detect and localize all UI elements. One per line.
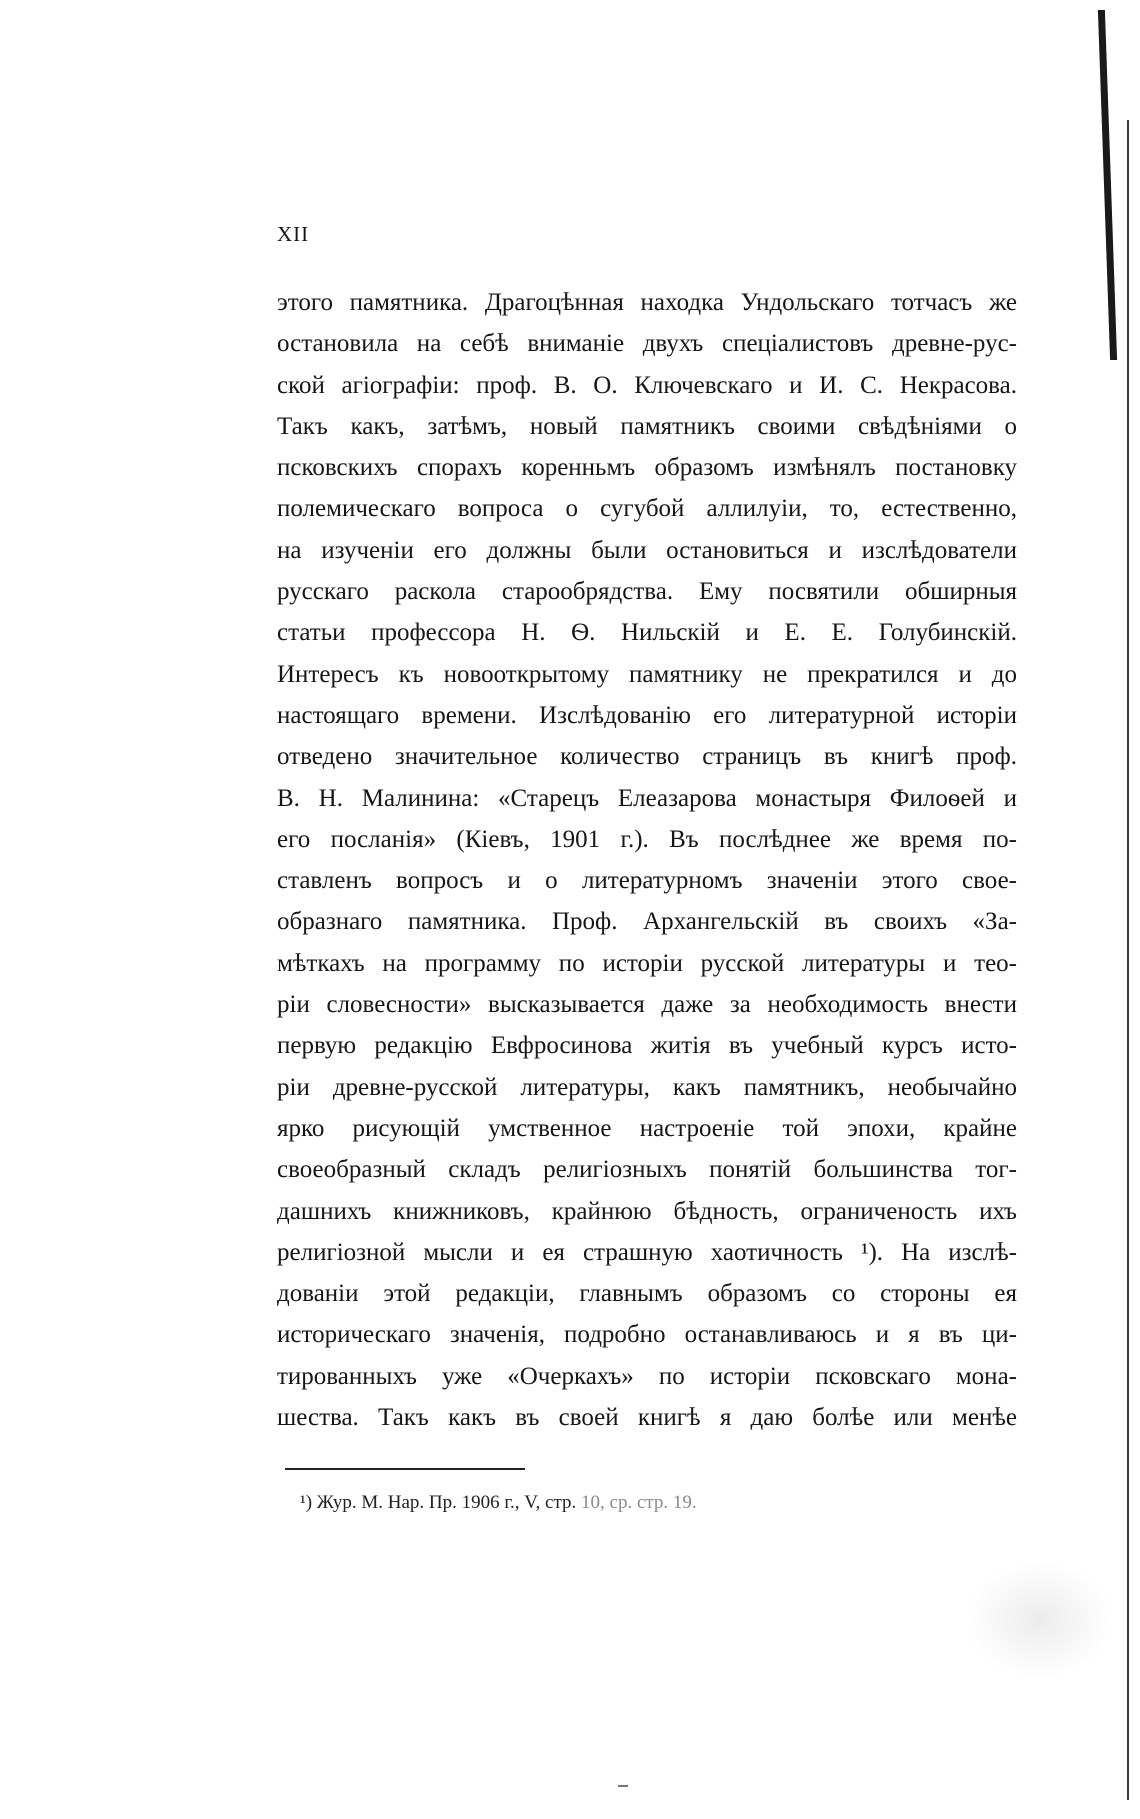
page-edge-line: [1127, 120, 1129, 1800]
text-line: отведено значительное количество страницъ въ книгѣ проф.: [277, 743, 1017, 771]
text-line: В. Н. Малинина: «Старецъ Елеазарова монастыря Филоѳей и: [277, 784, 1017, 812]
text-line: псковскихъ спорахъ коренньмъ образомъ измѣнялъ постановку: [277, 454, 1017, 482]
footnote-divider: [285, 1468, 525, 1470]
page-number: XII: [277, 222, 310, 246]
footnote-text-faded: 10, ср. стр. 19.: [581, 1492, 697, 1513]
footnote-text: ¹) Жур. М. Нар. Пр. 1906 г., V, стр.: [300, 1492, 582, 1513]
text-line: дашнихъ книжниковъ, крайнюю бѣдность, ограниченость ихъ: [277, 1197, 1017, 1225]
text-line: ріи словесности» высказывается даже за необходимость внести: [277, 991, 1017, 1019]
text-line: ріи древне-русской литературы, какъ памятникъ, необычайно: [277, 1073, 1017, 1101]
text-line: мѣткахъ на программу по исторіи русской литературы и тео-: [277, 949, 1017, 977]
text-line: тированныхъ уже «Очеркахъ» по исторіи псковскаго мона-: [277, 1362, 1017, 1390]
text-line: Интересъ къ новооткрытому памятнику не прекратился и до: [277, 660, 1017, 688]
text-line: на изученіи его должны были остановиться и изслѣдователи: [277, 536, 1017, 564]
text-line: своеобразный складъ религіозныхъ понятій большинства тог-: [277, 1156, 1017, 1184]
body-text: [277, 282, 1017, 1438]
scan-smudge: [965, 1560, 1115, 1680]
text-line: дованіи этой редакціи, главнымъ образомъ со стороны ея: [277, 1280, 1017, 1308]
text-line: образнаго памятника. Проф. Архангельскій въ своихъ «За-: [277, 908, 1017, 936]
text-line: его посланія» (Кіевъ, 1901 г.). Въ послѣднее же время по-: [277, 825, 1017, 853]
text-line: первую редакцію Евфросинова житія въ учебный курсъ исто-: [277, 1032, 1017, 1060]
text-line: Такъ какъ, затѣмъ, новый памятникъ своими свѣдѣніями о: [277, 412, 1017, 440]
text-line: ской агіографіи: проф. В. О. Ключевскаго и И. С. Некрасова.: [277, 371, 1017, 399]
text-line: остановила на себѣ вниманіе двухъ спеціалистовъ древне-рус-: [277, 330, 1017, 358]
text-line: настоящаго времени. Изслѣдованію его литературной исторіи: [277, 701, 1017, 729]
text-line: полемическаго вопроса о сугубой аллилуіи, то, естественно,: [277, 495, 1017, 523]
text-line: шества. Такъ какъ въ своей книгѣ я даю болѣе или менѣе: [277, 1404, 1017, 1432]
scan-mark: [618, 1785, 628, 1787]
text-line: статьи профессора Н. Ѳ. Нильскій и Е. Е. Голубинскій.: [277, 619, 1017, 647]
text-line: религіозной мысли и ея страшную хаотичность ¹). На изслѣ-: [277, 1238, 1017, 1266]
text-line: этого памятника. Драгоцѣнная находка Ундольскаго тотчасъ же: [277, 289, 1017, 316]
text-line: ставленъ вопросъ и о литературномъ значеніи этого свое-: [277, 867, 1017, 895]
text-line: русскаго раскола старообрядства. Ему посвятили обширныя: [277, 578, 1017, 606]
text-line: историческаго значенія, подробно останавливаюсь и я въ ци-: [277, 1321, 1017, 1349]
text-line: ярко рисующій умственное настроеніе той эпохи, крайне: [277, 1114, 1017, 1142]
page-edge-shadow: [1098, 10, 1117, 360]
footnote: [300, 1492, 697, 1514]
